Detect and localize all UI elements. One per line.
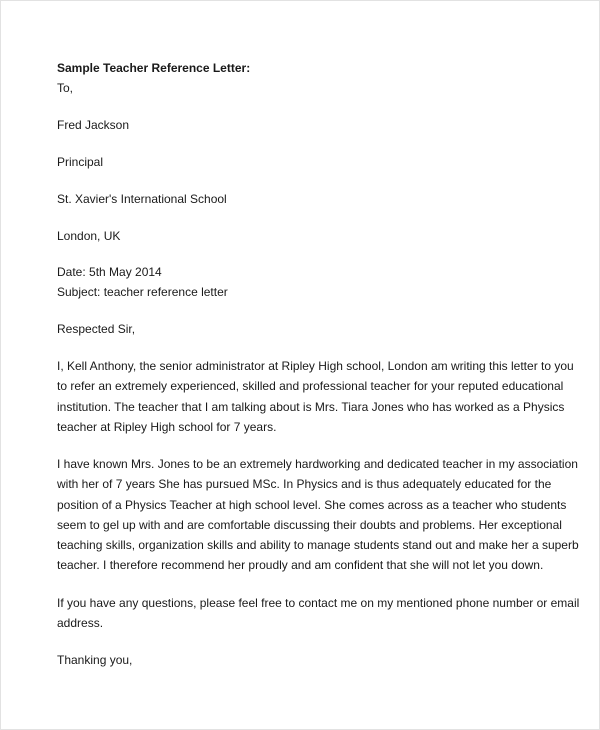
- paragraph-line: teacher. I therefore recommend her proudly and am confident that she will not let you down.: [57, 558, 544, 573]
- paragraph-line: If you have any questions, please feel free to contact me on my mentioned phone number or email: [57, 596, 580, 610]
- greeting: Respected Sir,: [57, 322, 136, 336]
- paragraph-line: position of a Physics Teacher at high school level. She comes across as a teacher who students: [57, 497, 567, 512]
- closing: Thanking you,: [57, 653, 133, 667]
- recipient-school: St. Xavier's International School: [57, 192, 227, 206]
- paragraph-line: with her of 7 years She has pursued MSc. In Physics and is thus adequately educated for the: [57, 477, 552, 492]
- letter-date: Date: 5th May 2014: [57, 265, 162, 279]
- paragraph-line: address.: [57, 616, 104, 631]
- paragraph-line: to refer an extremely experienced, skilled and professional teacher for your reputed educational: [57, 379, 564, 394]
- salutation-to: To,: [57, 81, 74, 96]
- paragraph-line: seem to gel up with and are comfortable discussing their doubts and problems. Her exceptional: [57, 517, 562, 532]
- paragraph-line: teaching skills, organization skills and ability to manage students stand out and make her a superb: [57, 538, 579, 553]
- letter-title: Sample Teacher Reference Letter:: [57, 61, 251, 75]
- letter-subject: Subject: teacher reference letter: [57, 285, 228, 300]
- paragraph-line: I have known Mrs. Jones to be an extremely hardworking and dedicated teacher in my association: [57, 457, 578, 471]
- recipient-position: Principal: [57, 155, 104, 169]
- recipient-location: London, UK: [57, 229, 121, 243]
- paragraph-1: [57, 356, 574, 437]
- paragraph-line: teacher at Ripley High school for 7 years.: [57, 419, 277, 434]
- recipient-name: Fred Jackson: [57, 118, 130, 132]
- paragraph-line: I, Kell Anthony, the senior administrator at Ripley High school, London am writing this letter to you: [57, 359, 574, 373]
- paragraph-3: [57, 593, 580, 634]
- paragraph-line: institution. The teacher that I am talking about is Mrs. Tiara Jones who has worked as a Physics: [57, 399, 565, 414]
- letter-title-block: [57, 58, 557, 99]
- paragraph-2: [57, 454, 579, 576]
